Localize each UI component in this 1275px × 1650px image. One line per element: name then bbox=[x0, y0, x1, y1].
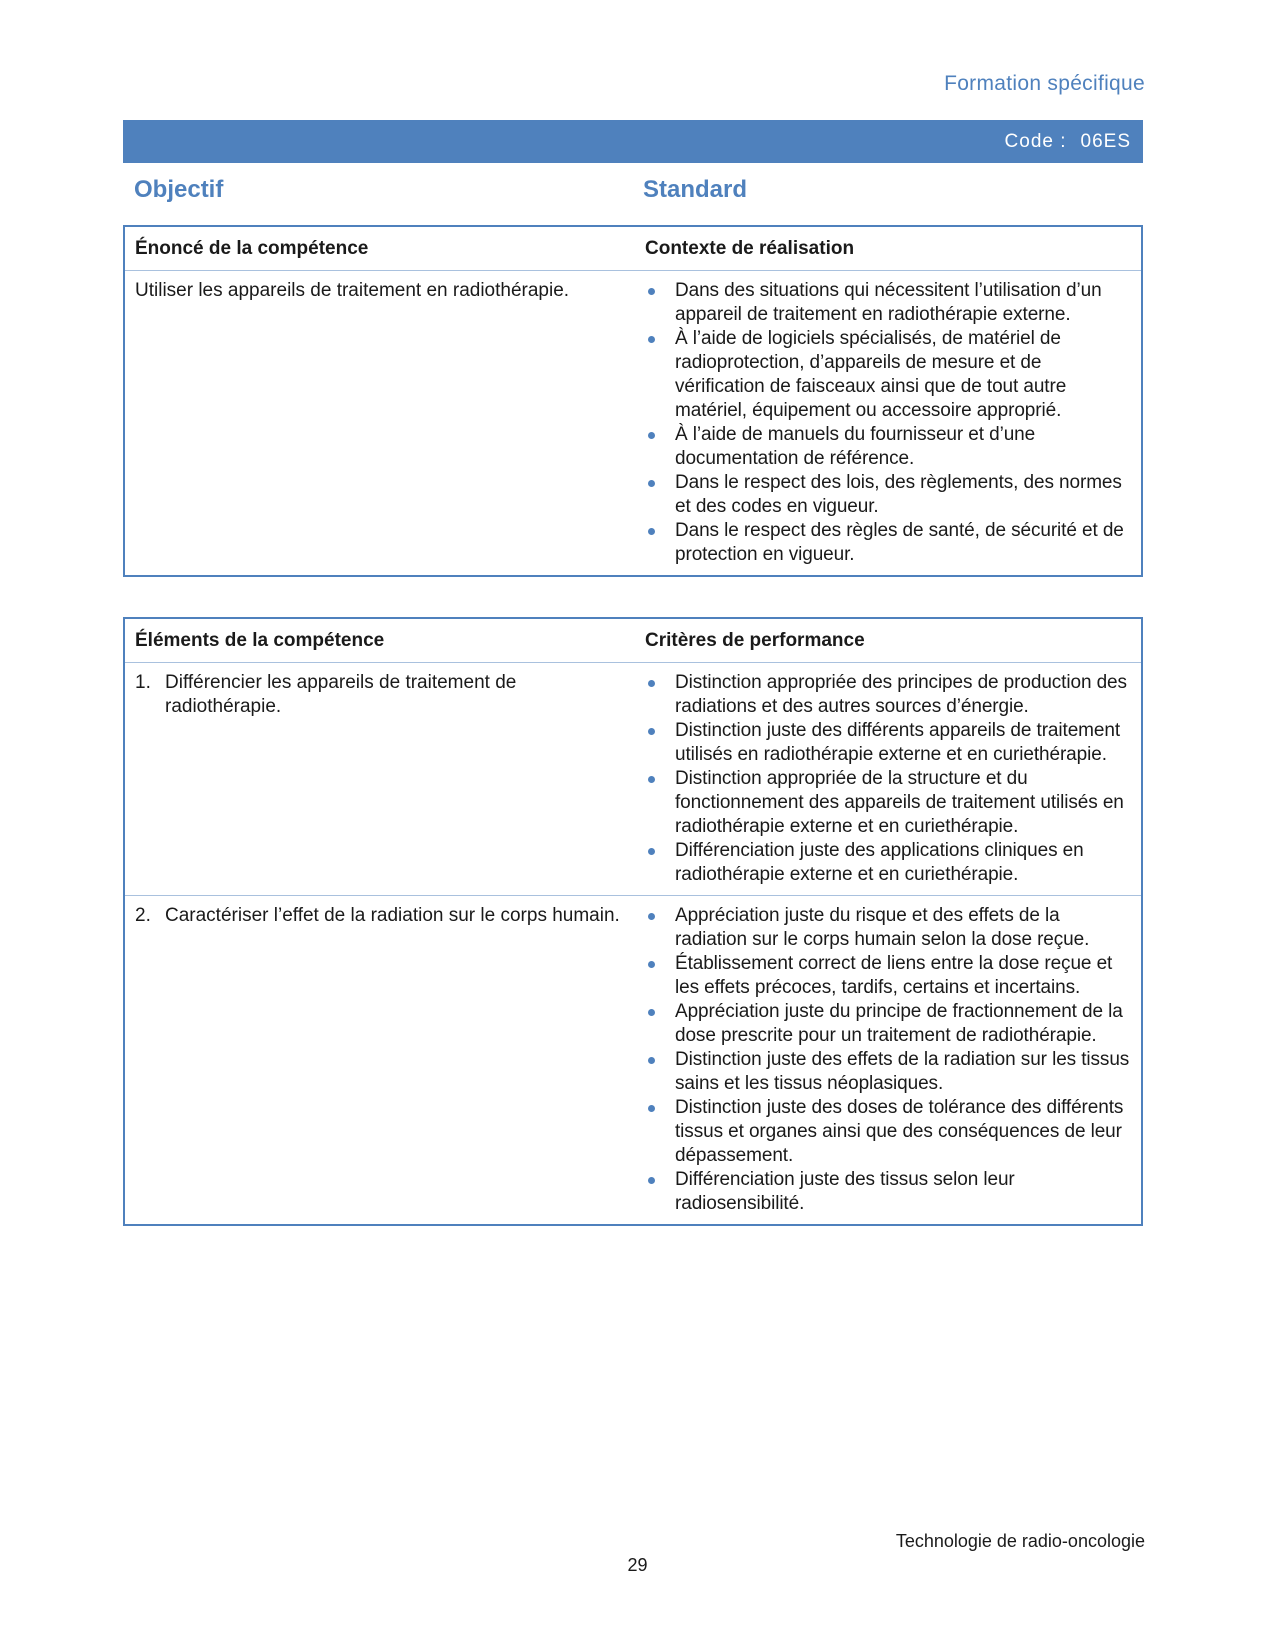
element-cell bbox=[125, 663, 635, 895]
bullet-icon bbox=[648, 680, 655, 687]
bullet-icon bbox=[648, 480, 655, 487]
section-objectif: Objectif bbox=[134, 176, 224, 203]
list-item: Distinction appropriée des principes de production des radiations et des autres sources d’énergie. bbox=[645, 671, 1131, 719]
bullet-icon bbox=[648, 1057, 655, 1064]
bullet-icon bbox=[648, 1177, 655, 1184]
bullet-icon bbox=[648, 1105, 655, 1112]
table-row bbox=[125, 270, 1141, 575]
criteria-list bbox=[645, 671, 1131, 887]
bullet-icon bbox=[648, 728, 655, 735]
bullet-icon bbox=[648, 1009, 655, 1016]
elements-table bbox=[123, 617, 1143, 1226]
page-number: 29 bbox=[627, 1555, 648, 1575]
table-header-row bbox=[125, 619, 1141, 662]
bullet-icon bbox=[648, 913, 655, 920]
table-row bbox=[125, 662, 1141, 895]
bullet-icon bbox=[648, 432, 655, 439]
criteria-list bbox=[645, 904, 1131, 1216]
criteria-cell bbox=[635, 896, 1141, 1224]
header-elements: Éléments de la compétence bbox=[135, 629, 385, 651]
header-enonce: Énoncé de la compétence bbox=[135, 237, 369, 259]
code-label: Code : bbox=[1004, 130, 1067, 152]
element-cell bbox=[125, 896, 635, 1224]
list-item: Appréciation juste du principe de fractionnement de la dose prescrite pour un traitement de radiothérapie. bbox=[645, 1000, 1131, 1048]
element-number: 1. bbox=[135, 672, 151, 693]
list-item: Établissement correct de liens entre la dose reçue et les effets précoces, tardifs, certains et incertains. bbox=[645, 952, 1131, 1000]
element-text: Caractériser l’effet de la radiation sur le corps humain. bbox=[165, 905, 620, 926]
bullet-icon bbox=[648, 528, 655, 535]
element-item bbox=[135, 671, 625, 719]
list-item: Dans des situations qui nécessitent l’utilisation d’un appareil de traitement en radiothérapie externe. bbox=[645, 279, 1131, 327]
list-item: Distinction juste des différents appareils de traitement utilisés en radiothérapie externe et en curiethérapie. bbox=[645, 719, 1131, 767]
code-value: 06ES bbox=[1080, 130, 1131, 152]
list-item: À l’aide de manuels du fournisseur et d’une documentation de référence. bbox=[645, 423, 1131, 471]
context-cell bbox=[635, 271, 1141, 575]
bullet-icon bbox=[648, 776, 655, 783]
list-item: Dans le respect des lois, des règlements, des normes et des codes en vigueur. bbox=[645, 471, 1131, 519]
table-header-row bbox=[125, 227, 1141, 270]
competence-table bbox=[123, 225, 1143, 577]
bullet-icon bbox=[648, 288, 655, 295]
bullet-icon bbox=[648, 848, 655, 855]
code-bar bbox=[123, 120, 1143, 163]
header-criteres: Critères de performance bbox=[645, 629, 865, 651]
table-row bbox=[125, 895, 1141, 1224]
element-number: 2. bbox=[135, 905, 151, 926]
document-header-title: Formation spécifique bbox=[944, 72, 1145, 95]
element-item bbox=[135, 904, 625, 928]
bullet-icon bbox=[648, 336, 655, 343]
list-item: À l’aide de logiciels spécialisés, de matériel de radioprotection, d’appareils de mesure et de vérification de faisceaux ainsi que de tout autre matériel, équipement ou accessoire approprié. bbox=[645, 327, 1131, 423]
list-item: Distinction appropriée de la structure et du fonctionnement des appareils de traitement utilisés en radiothérapie externe et en curiethérapie. bbox=[645, 767, 1131, 839]
list-item: Dans le respect des règles de santé, de sécurité et de protection en vigueur. bbox=[645, 519, 1131, 567]
criteria-cell bbox=[635, 663, 1141, 895]
section-standard: Standard bbox=[643, 176, 748, 203]
footer-course-name: Technologie de radio-oncologie bbox=[895, 1531, 1145, 1551]
bullet-icon bbox=[648, 961, 655, 968]
list-item: Différenciation juste des applications cliniques en radiothérapie externe et en curiethérapie. bbox=[645, 839, 1131, 887]
list-item: Distinction juste des doses de tolérance des différents tissus et organes ainsi que des conséquences de leur dépassement. bbox=[645, 1096, 1131, 1168]
list-item: Distinction juste des effets de la radiation sur les tissus sains et les tissus néoplasiques. bbox=[645, 1048, 1131, 1096]
context-list bbox=[645, 279, 1131, 567]
element-text: Différencier les appareils de traitement de radiothérapie. bbox=[165, 672, 517, 717]
header-contexte: Contexte de réalisation bbox=[645, 237, 855, 259]
list-item: Différenciation juste des tissus selon leur radiosensibilité. bbox=[645, 1168, 1131, 1216]
competence-statement: Utiliser les appareils de traitement en radiothérapie. bbox=[135, 280, 570, 301]
list-item: Appréciation juste du risque et des effets de la radiation sur le corps humain selon la dose reçue. bbox=[645, 904, 1131, 952]
